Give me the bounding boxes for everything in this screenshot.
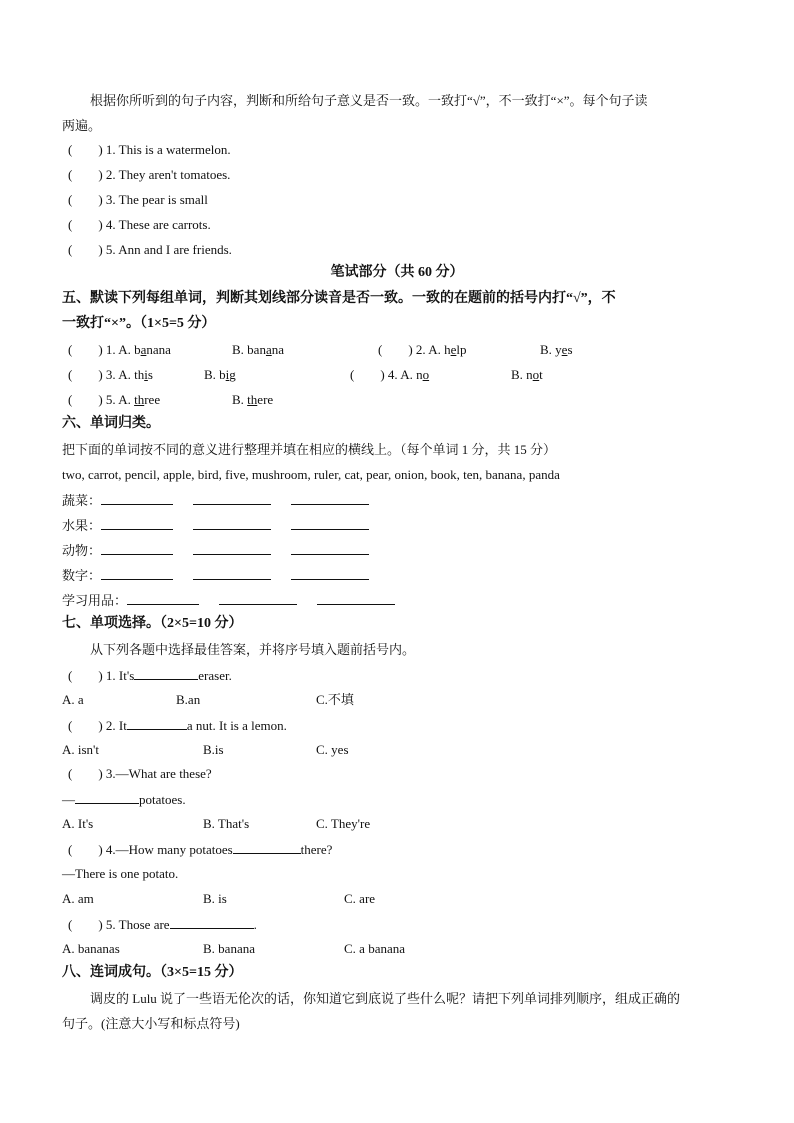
phonics-q4: [350, 366, 429, 384]
answer-blank[interactable]: [219, 591, 297, 605]
section6-instruction: 把下面的单词按不同的意义进行整理并填在相应的横线上。（每个单词 1 分，共 15 分）: [62, 442, 557, 457]
listening-instruction-line1: 根据你所听到的句子内容，判断和所给句子意义是否一致。一致打“√”，不一致打“×”。每个句子读: [90, 93, 648, 108]
section8-instruction-line2: 句子。(注意大小写和标点符号): [62, 1016, 240, 1031]
answer-blank[interactable]: [317, 591, 395, 605]
answer-paren[interactable]: ( ): [68, 342, 103, 357]
answer-paren[interactable]: ( ): [68, 718, 103, 733]
question-text: 4.—How many potatoes: [105, 842, 233, 857]
q5-option-b: B. banana: [203, 941, 255, 956]
word-part: na: [271, 342, 285, 357]
underlined-letters: o: [422, 367, 430, 382]
question-text: 5. Those are: [105, 917, 170, 932]
word-part: nana: [146, 342, 171, 357]
answer-blank[interactable]: [291, 566, 369, 580]
underlined-letters: i: [225, 367, 230, 382]
q2-option-b: B.is: [203, 742, 224, 757]
question-text: potatoes.: [139, 792, 186, 807]
option-label: 5. A.: [105, 392, 135, 407]
category-row-animals: [62, 541, 369, 560]
category-row-numbers: [62, 566, 369, 585]
section5-heading-line2: 一致打“×”。（1×5=5 分）: [62, 316, 216, 331]
word-part: B. n: [511, 367, 533, 382]
category-row-school-supplies: [62, 591, 395, 610]
listening-item-text: 5. Ann and I are friends.: [105, 242, 232, 257]
answer-blank[interactable]: [193, 491, 271, 505]
choice-q5: [68, 915, 257, 934]
answer-paren[interactable]: ( ): [68, 192, 103, 207]
q4-option-a: A. am: [62, 891, 94, 906]
word-part: B. b: [204, 367, 226, 382]
question-text: eraser.: [198, 668, 232, 683]
listening-item-4: [68, 216, 211, 234]
underlined-letters: o: [532, 367, 540, 382]
section7-heading: 七、单项选择。（2×5=10 分）: [62, 616, 243, 631]
answer-blank[interactable]: [291, 491, 369, 505]
phonics-q4-option-b: [511, 366, 543, 384]
underlined-letters: a: [265, 342, 272, 357]
question-text: —: [62, 792, 75, 807]
listening-item-1: [68, 141, 231, 159]
phonics-q3-option-b: [204, 366, 236, 384]
choice-q1: [68, 666, 232, 685]
section8-heading: 八、连词成句。（3×5=15 分）: [62, 965, 243, 980]
underlined-letters: th: [134, 392, 145, 407]
underlined-letters: i: [144, 367, 148, 382]
phonics-q2: [378, 341, 467, 359]
answer-paren[interactable]: ( ): [68, 167, 103, 182]
listening-instruction-line2: 两遍。: [62, 118, 102, 133]
listening-item-3: [68, 191, 208, 209]
word-part: g: [229, 367, 236, 382]
answer-blank[interactable]: [193, 541, 271, 555]
q1-option-b: B.an: [176, 692, 201, 707]
word-part: n: [416, 367, 423, 382]
answer-paren[interactable]: ( ): [68, 242, 103, 257]
underlined-letters: e: [450, 342, 457, 357]
q4-line2: —There is one potato.: [62, 866, 179, 881]
listening-item-text: 1. This is a watermelon.: [105, 142, 231, 157]
option-label: 1. A.: [105, 342, 135, 357]
q2-option-a: A. isn't: [62, 742, 100, 757]
word-part: B.: [232, 392, 248, 407]
q4-option-b: B. is: [203, 891, 227, 906]
section8-instruction-line1: 调皮的 Lulu 说了一些语无伦次的话，你知道它到底说了些什么呢？请把下列单词排列顺序，组成正确的: [90, 991, 681, 1006]
q1-option-a: A. a: [62, 692, 84, 707]
answer-blank[interactable]: [193, 566, 271, 580]
answer-blank[interactable]: [291, 541, 369, 555]
answer-blank[interactable]: [291, 516, 369, 530]
answer-blank[interactable]: [127, 591, 199, 605]
option-label: 2. A.: [415, 342, 445, 357]
question-text: 3.—What are these?: [105, 766, 212, 781]
choice-q3: [68, 765, 212, 783]
choice-q4: [68, 840, 332, 859]
word-part: lp: [456, 342, 467, 357]
word-part: t: [539, 367, 543, 382]
phonics-q2-option-b: [540, 341, 573, 359]
word-part: B. ban: [232, 342, 266, 357]
answer-blank[interactable]: [233, 840, 301, 854]
answer-paren[interactable]: ( ): [68, 842, 103, 857]
question-text: 1. It's: [105, 668, 135, 683]
word-part: b: [134, 342, 141, 357]
answer-paren[interactable]: ( ): [68, 392, 103, 407]
question-text: there?: [300, 842, 333, 857]
written-part-title: 笔试部分（共 60 分）: [330, 265, 464, 280]
word-part: s: [147, 367, 153, 382]
answer-paren[interactable]: ( ): [350, 367, 385, 382]
word-part: ree: [144, 392, 161, 407]
q4-option-c: C. are: [344, 891, 376, 906]
listening-item-text: 4. These are carrots.: [105, 217, 211, 232]
q3-answer-line: [62, 790, 186, 809]
word-part: th: [134, 367, 145, 382]
choice-q2: [68, 716, 287, 735]
answer-blank[interactable]: [170, 915, 254, 929]
answer-blank[interactable]: [101, 491, 173, 505]
answer-blank[interactable]: [101, 566, 173, 580]
q3-option-a: A. It's: [62, 816, 94, 831]
word-part: ere: [257, 392, 274, 407]
answer-blank[interactable]: [127, 716, 187, 730]
listening-item-text: 2. They aren't tomatoes.: [105, 167, 231, 182]
q3-option-b: B. That's: [203, 816, 250, 831]
category-label: 数字：: [62, 568, 102, 583]
q1-option-c: C.不填: [316, 692, 354, 707]
listening-item-text: 3. The pear is small: [105, 192, 208, 207]
category-label: 学习用品：: [62, 593, 128, 608]
answer-blank[interactable]: [101, 516, 173, 530]
q5-option-c: C. a banana: [344, 941, 406, 956]
answer-blank[interactable]: [75, 790, 139, 804]
question-text: 2. It: [105, 718, 127, 733]
phonics-q3: [68, 366, 153, 384]
phonics-q1: [68, 341, 171, 359]
phonics-q1-option-b: [232, 341, 284, 359]
question-text: .: [253, 917, 257, 932]
q3-option-c: C. They're: [316, 816, 371, 831]
category-label: 蔬菜：: [62, 493, 102, 508]
section7-instruction: 从下列各题中选择最佳答案，并将序号填入题前括号内。: [90, 642, 416, 657]
underlined-letters: th: [247, 392, 258, 407]
word-part: s: [567, 342, 573, 357]
underlined-letters: e: [561, 342, 568, 357]
word-part: B. y: [540, 342, 562, 357]
answer-paren[interactable]: ( ): [68, 142, 103, 157]
listening-item-5: [68, 241, 232, 259]
phonics-q5: [68, 391, 160, 409]
question-text: a nut. It is a lemon.: [186, 718, 287, 733]
answer-blank[interactable]: [193, 516, 271, 530]
answer-blank[interactable]: [134, 666, 198, 680]
q2-option-c: C. yes: [316, 742, 349, 757]
phonics-q5-option-b: [232, 391, 273, 409]
answer-blank[interactable]: [101, 541, 173, 555]
answer-paren[interactable]: ( ): [378, 342, 413, 357]
answer-paren[interactable]: ( ): [68, 668, 103, 683]
answer-paren[interactable]: ( ): [68, 367, 103, 382]
word-part: h: [444, 342, 451, 357]
category-label: 水果：: [62, 518, 102, 533]
section6-heading: 六、单词归类。: [62, 416, 160, 431]
option-label: 4. A.: [387, 367, 417, 382]
category-row-vegetables: [62, 491, 369, 510]
listening-item-2: [68, 166, 230, 184]
answer-paren[interactable]: ( ): [68, 217, 103, 232]
underlined-letters: a: [140, 342, 147, 357]
answer-paren[interactable]: ( ): [68, 766, 103, 781]
category-row-fruits: [62, 516, 369, 535]
option-label: 3. A.: [105, 367, 135, 382]
q5-option-a: A. bananas: [62, 941, 120, 956]
section5-heading-line1: 五、默读下列每组单词，判断其划线部分读音是否一致。一致的在题前的括号内打“√”，不: [62, 291, 616, 306]
word-bank: two, carrot, pencil, apple, bird, five, mushroom, ruler, cat, pear, onion, book, ten, banana, panda: [62, 467, 560, 482]
answer-paren[interactable]: ( ): [68, 917, 103, 932]
category-label: 动物：: [62, 543, 102, 558]
